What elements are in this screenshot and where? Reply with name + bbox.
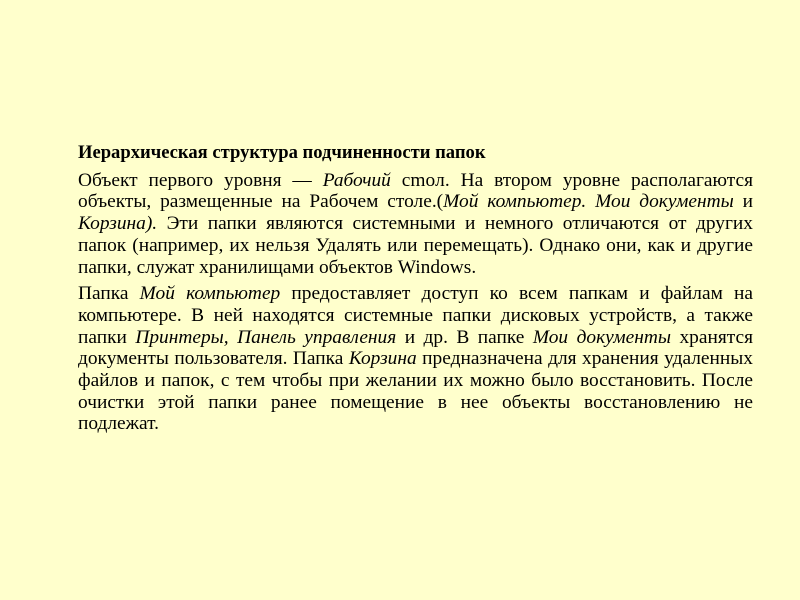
p2-italic-recycle: Корзина [348,348,417,370]
p2-text-3: и др. В папке [396,326,533,348]
p2-text-2: предоставляет доступ ко всем папкам и файлам на компьютере. В ней находятся системные папки дисковых устройств, а также папки [78,283,754,348]
paragraph-hierarchy [78,170,753,279]
p1-italic-folders: Мой компьютер. Мои документы [443,191,734,213]
p1-text-3: и [733,191,753,213]
p2-italic-printers: Принтеры, Панель управления [135,326,397,348]
p2-text-5: предназначена для хранения удаленных файлов и папок, с тем чтобы при желании их можно было восстановить. После очистки этой папки ранее помещение в нее объекты восстановлению не подлежат. [78,348,753,435]
p1-text-2: cmoл. На втором уровне располагаются объекты, размещенные на Рабочем столе.( [78,169,753,213]
p2-text-1: Папка [78,283,140,305]
p2-text-4: хранятся документы пользователя. Папка [78,326,753,370]
section-heading [78,142,753,164]
p1-italic-desktop: Рабочий [322,169,391,191]
p1-text-4: Эти папки являются системными и немного отличаются от других папок (например, их нельзя Удалять или перемещать). Однако они, как и другие папки, служат хранилищами объектов Windows. [78,213,753,278]
slide-text-block [78,142,753,440]
heading-text: Иерархическая структура подчиненности папок [78,142,486,163]
p2-italic-my-computer: Мой компьютер [139,283,281,305]
p1-italic-recycle: Корзина). [78,213,158,235]
p2-italic-my-documents: Мои документы [532,326,672,348]
p1-text-1: Объект первого уровня — [78,169,323,191]
paragraph-my-computer [78,283,753,435]
